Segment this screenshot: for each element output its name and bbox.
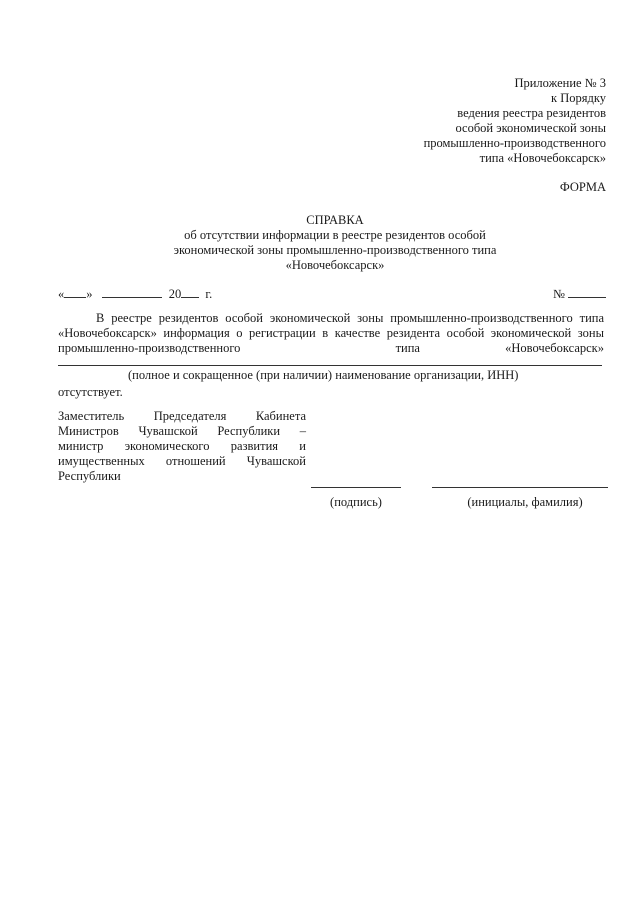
absent-text: отсутствует.	[58, 385, 123, 399]
body-paragraph	[58, 311, 604, 356]
title-line: «Новочебоксарск»	[285, 258, 385, 272]
appendix-line: промышленно-производственного	[423, 136, 606, 150]
signatory-line: Заместитель Председателя Кабинета	[58, 409, 306, 423]
title-line: об отсутствии информации в реестре резидентов особой	[184, 228, 486, 242]
organization-line	[58, 365, 602, 366]
month-blank	[102, 286, 162, 298]
form-label: ФОРМА	[559, 180, 606, 194]
appendix-line: ведения реестра резидентов	[457, 106, 606, 120]
signatory-block	[58, 409, 306, 484]
name-caption: (инициалы, фамилия)	[467, 495, 583, 509]
number-blank	[568, 286, 606, 298]
signature-line	[311, 487, 401, 488]
signatory-line: имущественных отношений Чувашской	[58, 454, 306, 468]
document-title	[100, 213, 570, 273]
appendix-line: Приложение № 3	[514, 76, 606, 90]
signature-caption: (подпись)	[330, 495, 382, 509]
appendix-block	[330, 76, 606, 166]
year-blank	[181, 286, 199, 298]
body-line-3: промышленно-производственного типа «Новочебоксарск»	[58, 341, 604, 355]
name-line	[432, 487, 608, 488]
number-field: №	[553, 286, 606, 302]
date-field: « » 20 г.	[58, 287, 213, 301]
appendix-line: особой экономической зоны	[455, 121, 606, 135]
signatory-line: Министров Чувашской Республики –	[58, 424, 306, 438]
organization-caption: (полное и сокращенное (при наличии) наименование организации, ИНН)	[128, 368, 519, 382]
title-heading: СПРАВКА	[306, 213, 364, 227]
appendix-line: типа «Новочебоксарск»	[479, 151, 606, 165]
body-line-2: «Новочебоксарск» информация о регистрации в качестве резидента особой экономической зоны	[58, 326, 604, 340]
signatory-line: министр экономического развития и	[58, 439, 306, 453]
appendix-line: к Порядку	[551, 91, 606, 105]
day-blank	[64, 286, 86, 298]
date-row	[58, 286, 606, 301]
body-line-1: В реестре резидентов особой экономической зоны промышленно-производственного типа	[96, 311, 604, 325]
signatory-line: Республики	[58, 469, 121, 483]
title-line: экономической зоны промышленно-производственного типа	[173, 243, 497, 257]
